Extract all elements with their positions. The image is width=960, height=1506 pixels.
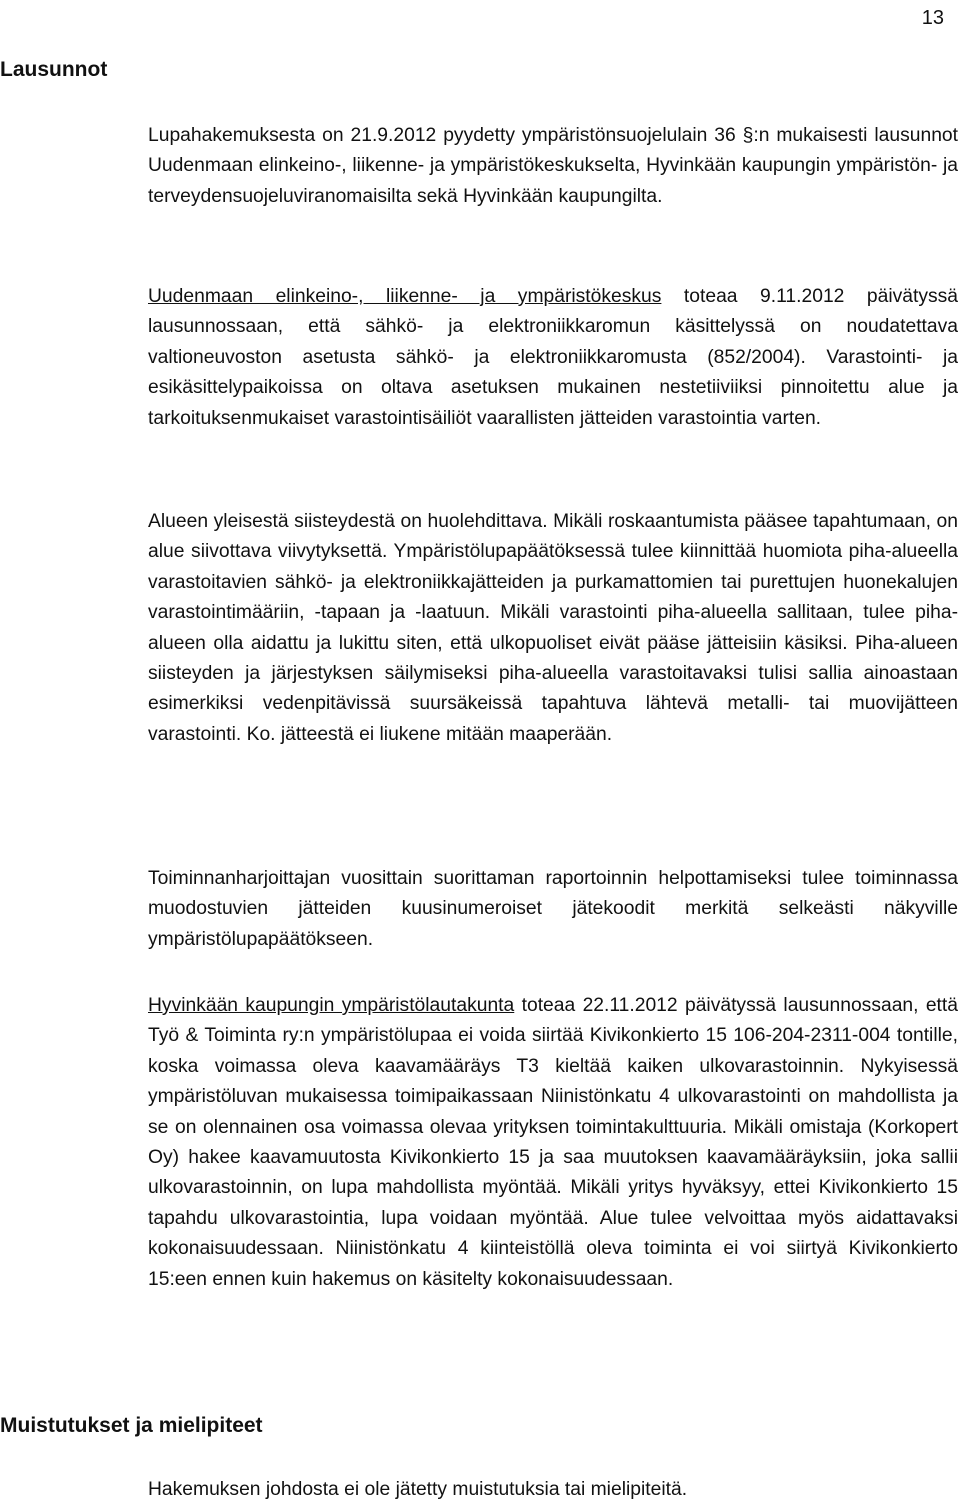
ely-statement-text: toteaa 9.11.2012 päivätyssä lausunnossaan, että sähkö- ja elektroniikkaromun käsittelyssä on noudatettava valtioneuvoston asetusta sähkö- ja elektroniikkaromusta (852/2004). Varastointi- ja esikäsittelypaikoissa on oltava asetuksen mukainen nestetiiviiksi pinnoitettu alue ja tarkoituksenmukaiset varastointisäiliöt vaarallisten jätteiden varastointia varten. [148, 286, 959, 429]
city-board-name: Hyvinkään kaupungin ympäristölautakunta [148, 995, 515, 1016]
city-board-statement-text: toteaa 22.11.2012 päivätyssä lausunnossaan, että Työ & Toiminta ry:n ympäristölupaa ei voida siirtää Kivikonkierto 15 106-204-2311-004 tontille, koska voimassa oleva kaavamääräys T3 kieltää kaiken ulkovarastoinnin. Nykyisessä ympäristöluvan mukaisessa toimipaikassaan Niinistönkatu 4 ulkovarastointi on mahdollista ja se on olennainen osa voimassa olevaa yrityksen toimintakulttuuria. Mikäli omistaja (Korkopert Oy) hakee kaavamuutosta Kivikonkierto 15 ja saa muutoksen kaavamääräyksiin, joka sallii ulkovarastoinnin, on lupa mahdollista myöntää. Mikäli yritys hyväksyy, ettei Kivikonkierto 15 tapahdu ulkovarastointia, lupa voidaan myöntää. Alue tulee velvoittaa myös aidattavaksi kokonaisuudessaan. Niinistönkatu 4 kiinteistöllä oleva toiminta ei voi siirtyä Kivikonkierto 15:een ennen kuin hakemus on käsitelty kokonaisuudessaan. [148, 995, 958, 1290]
page-number: 13 [921, 7, 944, 29]
section-heading-lausunnot: Lausunnot [0, 58, 108, 81]
paragraph-no-remarks: Hakemuksen johdosta ei ole jätetty muistutuksia tai mielipiteitä. [148, 1479, 688, 1500]
paragraph-cleanliness: Alueen yleisestä siisteydestä on huolehdittava. Mikäli roskaantumista pääsee tapahtumaan, on alue siivottava viivytyksettä. Ympäristölupapäätöksessä tulee kiinnittää huomiota piha-alueella varastoitavien sähkö- ja elektroniikkajätteiden ja purkamattomien tai purettujen huonekalujen varastointimääriin, -tapaan ja -laatuun. Mikäli varastointi piha-alueella sallitaan, tulee piha-alueen olla aidattu ja lukittu siten, että ulkopuoliset eivät pääse jätteisiin käsiksi. Piha-alueen siisteyden ja järjestyksen säilymiseksi piha-alueella varastoitavaksi tulisi sallia ainoastaan esimerkiksi vedenpitävissä suursäkeissä tapahtuva lähtevä metalli- tai muovijätteen varastointi. Ko. jätteestä ei liukene mitään maaperään. [148, 511, 958, 745]
paragraph-ely-statement [148, 282, 958, 434]
paragraph-city-board-statement [148, 991, 958, 1295]
section-heading-muistutukset: Muistutukset ja mielipiteet [0, 1414, 263, 1437]
paragraph-reporting: Toiminnanharjoittajan vuosittain suorittaman raportoinnin helpottamiseksi tulee toiminnassa muodostuvien jätteiden kuusinumeroiset jätekoodit merkitä selkeästi näkyville ympäristölupapäätökseen. [148, 868, 958, 950]
ely-centre-name: Uudenmaan elinkeino-, liikenne- ja ympäristökeskus [148, 286, 662, 307]
paragraph-request: Lupahakemuksesta on 21.9.2012 pyydetty ympäristönsuojelulain 36 §:n mukaisesti lausunnot Uudenmaan elinkeino-, liikenne- ja ympäristökeskukselta, Hyvinkään kaupungin ympäristön- ja terveydensuojeluviranomaisilta sekä Hyvinkään kaupungilta. [148, 125, 958, 207]
